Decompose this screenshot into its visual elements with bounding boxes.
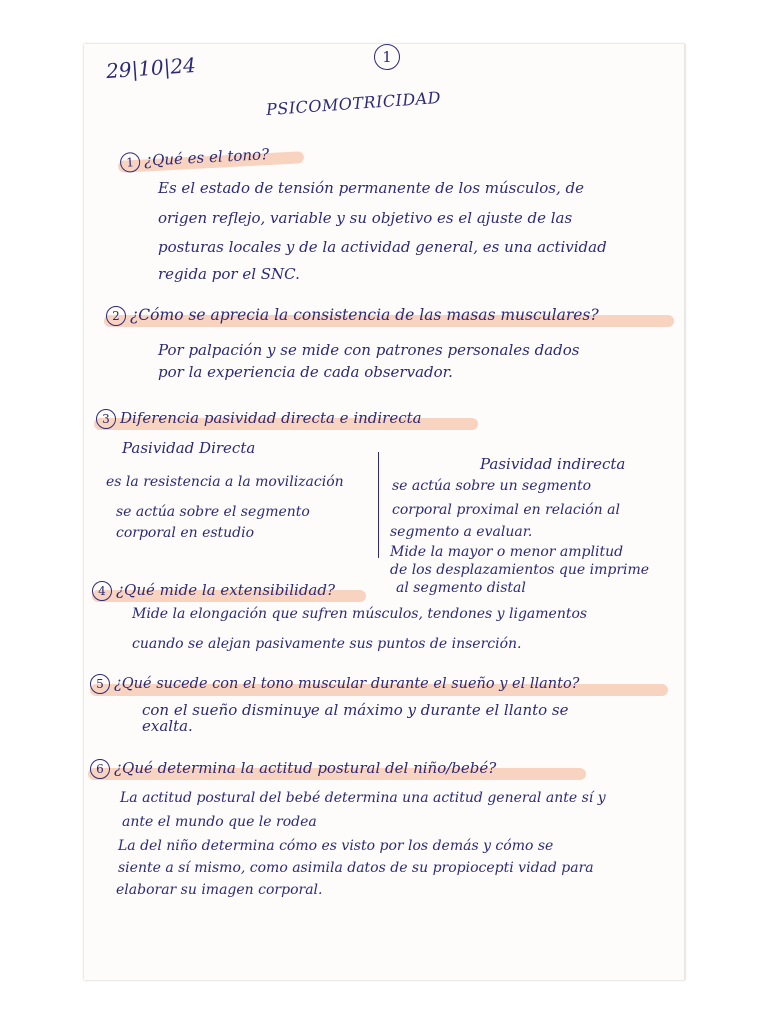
right-column-line-3: segmento a evaluar. [390, 524, 533, 540]
answer-1-line-1: Es el estado de tensión permanente de los músculos, de [158, 179, 584, 197]
question-number-6: 6 [90, 759, 110, 779]
answer-2-line-1: Por palpación y se mide con patrones personales dados [158, 341, 580, 359]
answer-5-line-1: con el sueño disminuye al máximo y durante el llanto se [142, 701, 569, 719]
left-column-heading: Pasividad Directa [122, 439, 256, 457]
right-column-line-5: de los desplazamientos que imprime [390, 562, 650, 578]
question-6-text: ¿Qué determina la actitud postural del niño/bebé? [114, 759, 497, 777]
question-number-4: 4 [92, 581, 112, 601]
question-5-text: ¿Qué sucede con el tono muscular durante el sueño y el llanto? [114, 676, 580, 692]
question-number-5: 5 [90, 674, 110, 694]
question-number-1: 1 [120, 152, 141, 173]
question-2-text: ¿Cómo se aprecia la consistencia de las masas musculares? [130, 306, 599, 324]
answer-6-line-1: La actitud postural del bebé determina una actitud general ante sí y [120, 790, 606, 806]
question-3 [96, 408, 422, 429]
answer-1-line-4: regida por el SNC. [158, 265, 300, 283]
question-4-text: ¿Qué mide la extensibilidad? [116, 581, 336, 599]
page-title: PSICOMOTRICIDAD [265, 87, 442, 120]
right-column-line-1: se actúa sobre un segmento [392, 478, 592, 494]
question-2 [106, 305, 599, 326]
answer-2-line-2: por la experiencia de cada observador. [158, 363, 453, 381]
left-column-line-1: es la resistencia a la movilización [106, 474, 344, 490]
answer-6-line-2: ante el mundo que le rodea [122, 814, 317, 830]
answer-4-line-1: Mide la elongación que sufren músculos, tendones y ligamentos [132, 606, 588, 622]
right-column-line-6: al segmento distal [396, 580, 526, 596]
answer-1-line-3: posturas locales y de la actividad general, es una actividad [158, 238, 607, 256]
right-column-line-2: corporal proximal en relación al [392, 502, 620, 518]
question-4 [92, 580, 335, 601]
right-column-line-4: Mide la mayor o menor amplitud [390, 544, 624, 560]
answer-6-line-4: siente a sí mismo, como asimila datos de su propiocepti vidad para [118, 860, 594, 876]
right-column-heading: Pasividad indirecta [480, 455, 626, 473]
question-number-2: 2 [106, 306, 126, 326]
question-5 [90, 674, 579, 694]
question-1-text: ¿Qué es el tono? [143, 145, 270, 170]
question-number-3: 3 [96, 409, 116, 429]
answer-5-line-2: exalta. [142, 717, 193, 735]
left-column-line-2: se actúa sobre el segmento [116, 504, 310, 520]
left-column-line-3: corporal en estudio [116, 525, 255, 541]
answer-1-line-2: origen reflejo, variable y su objetivo es el ajuste de las [158, 209, 573, 227]
column-divider [378, 452, 379, 558]
answer-6-line-5: elaborar su imagen corporal. [116, 882, 323, 898]
answer-6-line-3: La del niño determina cómo es visto por los demás y cómo se [118, 838, 554, 854]
question-3-text: Diferencia pasividad directa e indirecta [120, 409, 422, 427]
date: 29|10|24 [105, 52, 197, 84]
question-6 [90, 758, 496, 779]
answer-4-line-2: cuando se alejan pasivamente sus puntos de inserción. [132, 636, 522, 652]
page-number: 1 [374, 44, 400, 70]
